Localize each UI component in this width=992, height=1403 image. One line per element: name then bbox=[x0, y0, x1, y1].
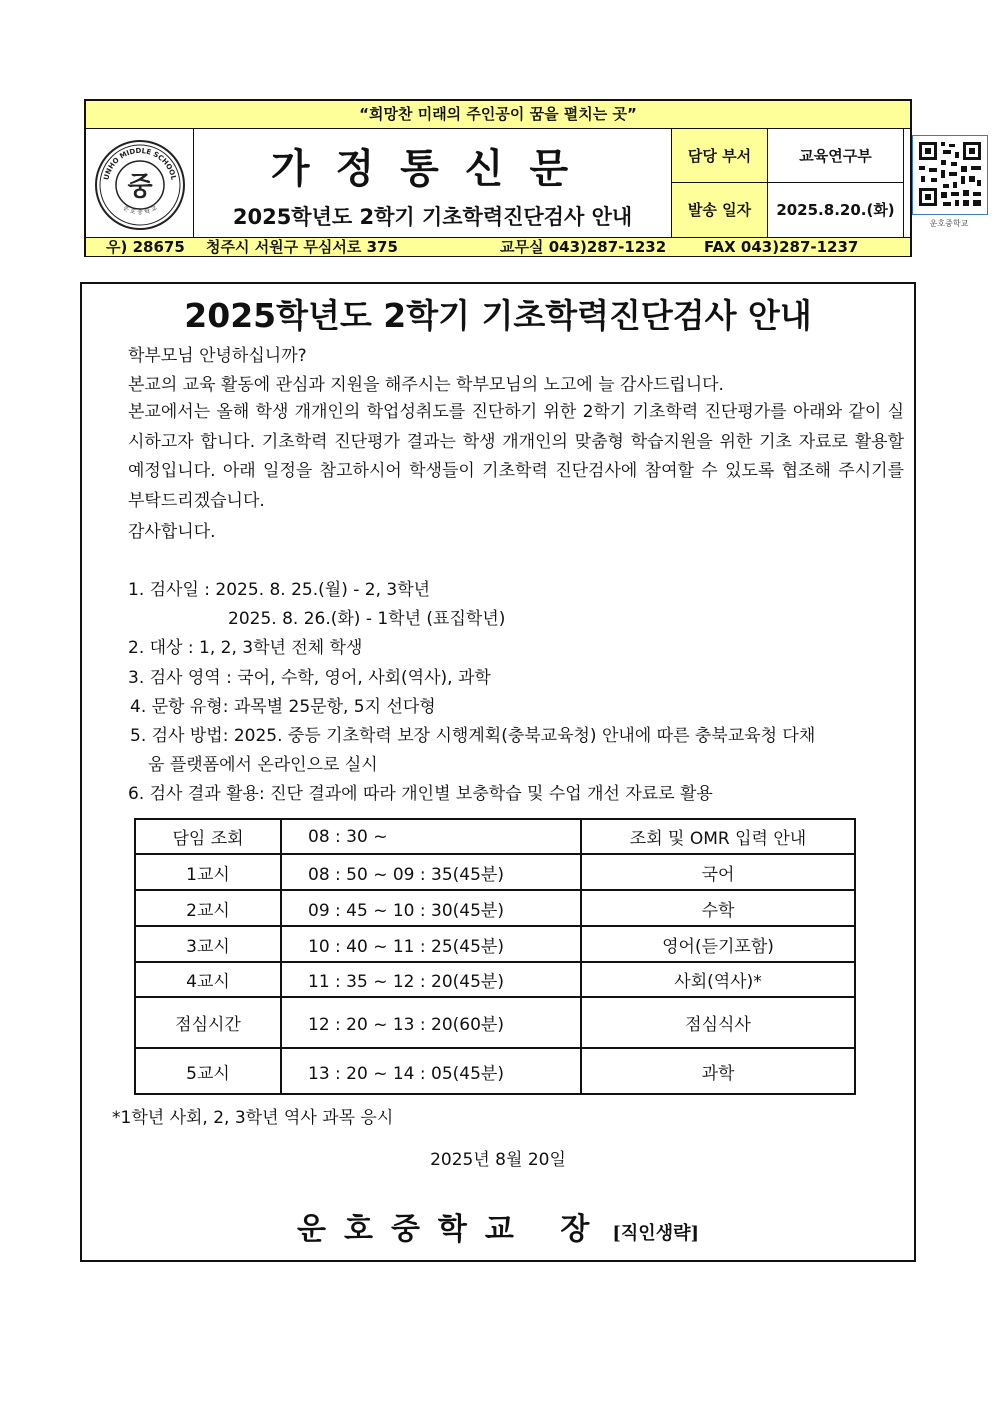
school-address: 청주시 서원구 무심서로 375 bbox=[206, 238, 398, 256]
table-row bbox=[135, 962, 855, 997]
item-test-method-cont: 움 플랫폼에서 온라인으로 실시 bbox=[148, 755, 378, 775]
logo-text-bottom: 운 호 중 학 교 bbox=[121, 204, 159, 217]
footnote: *1학년 사회, 2, 3학년 역사 과목 응시 bbox=[112, 1108, 394, 1128]
subject-cell: 국어 bbox=[581, 854, 855, 890]
subject-cell: 영어(듣기포함) bbox=[581, 926, 855, 962]
subject-cell: 과학 bbox=[581, 1048, 855, 1094]
purpose-paragraph: 본교에서는 올해 학생 개개인의 학업성취도를 진단하기 위한 2학기 기초학력 진단평가를 아래와 같이 실시하고자 합니다. 기초학력 진단평가 결과는 학생 개개인의 맞춤형 학습지원을 위한 기초 자료로 활용할 예정입니다. 아래 일정을 참고하시어 학생들이 기초학력 진단검사에 참여할 수 있도록 협조해 주시기를 부탁드리겠습니다. bbox=[128, 402, 904, 511]
signature-line bbox=[82, 1204, 914, 1248]
logo-cell bbox=[86, 129, 194, 237]
item-test-date: 1. 검사일 : 2025. 8. 25.(월) - 2, 3학년 bbox=[128, 580, 431, 600]
time-cell: 12 : 20 ~ 13 : 20(60분) bbox=[281, 997, 581, 1048]
logo-text-top: UNHO MIDDLE SCHOOL bbox=[102, 146, 178, 181]
item-test-date-2: 2025. 8. 26.(화) - 1학년 (표집학년) bbox=[228, 609, 506, 629]
time-cell: 11 : 35 ~ 12 : 20(45분) bbox=[281, 962, 581, 997]
time-cell: 08 : 50 ~ 09 : 35(45분) bbox=[281, 854, 581, 890]
table-row bbox=[135, 819, 855, 854]
notice-title: 2025학년도 2학기 기초학력진단검사 안내 bbox=[184, 296, 812, 335]
period-cell: 점심시간 bbox=[135, 997, 281, 1048]
item-result-use: 6. 검사 결과 활용: 진단 결과에 따라 개인별 보충학습 및 수업 개선 자료로 활용 bbox=[128, 784, 713, 804]
postal-code: 우) 28675 bbox=[106, 238, 185, 256]
newsletter-title: 가정통신문 bbox=[270, 145, 595, 192]
date-label: 발송 일자 bbox=[672, 183, 768, 237]
seal-omitted-note: [직인생략] bbox=[612, 1223, 699, 1244]
svg-text:운 호 중 학 교 bbox=[122, 204, 159, 216]
time-cell: 09 : 45 ~ 10 : 30(45분) bbox=[281, 890, 581, 926]
period-cell: 담임 조회 bbox=[135, 819, 281, 854]
table-row bbox=[135, 854, 855, 890]
intro-paragraph: 본교의 교육 활동에 관심과 지원을 해주시는 학부모님의 노고에 늘 감사드립니다. bbox=[128, 375, 724, 395]
department-label: 담당 부서 bbox=[672, 129, 768, 183]
period-cell: 3교시 bbox=[135, 926, 281, 962]
item-subjects: 3. 검사 영역 : 국어, 수학, 영어, 사회(역사), 과학 bbox=[128, 668, 491, 688]
item-question-type: 4. 문항 유형: 과목별 25문항, 5지 선다형 bbox=[130, 697, 436, 717]
newsletter-header bbox=[84, 99, 969, 257]
table-row bbox=[135, 926, 855, 962]
newsletter-subtitle: 2025학년도 2학기 기초학력진단검사 안내 bbox=[232, 205, 633, 229]
title-cell bbox=[194, 129, 672, 237]
period-cell: 4교시 bbox=[135, 962, 281, 997]
school-motto: “희망찬 미래의 주인공이 꿈을 펼치는 곳” bbox=[86, 101, 910, 129]
fax-number: FAX 043)287-1237 bbox=[704, 238, 859, 256]
schedule-table bbox=[134, 818, 856, 1095]
time-cell: 13 : 20 ~ 14 : 05(45분) bbox=[281, 1048, 581, 1094]
period-cell: 1교시 bbox=[135, 854, 281, 890]
item-test-method: 5. 검사 방법: 2025. 중등 기초학력 보장 시행계획(충북교육청) 안내에 따른 충북교육청 다채 bbox=[130, 726, 816, 746]
principal-name: 운호중학교 장 bbox=[296, 1212, 608, 1247]
contact-bar bbox=[86, 237, 910, 256]
qr-code[interactable] bbox=[912, 135, 988, 215]
subject-cell: 수학 bbox=[581, 890, 855, 926]
notice-body bbox=[80, 282, 916, 1262]
table-row bbox=[135, 890, 855, 926]
time-cell: 08 : 30 ~ bbox=[281, 819, 581, 854]
school-logo bbox=[86, 129, 194, 237]
table-row bbox=[135, 1048, 855, 1094]
period-cell: 5교시 bbox=[135, 1048, 281, 1094]
subject-cell: 조회 및 OMR 입력 안내 bbox=[581, 819, 855, 854]
issue-date: 2025년 8월 20일 bbox=[430, 1150, 566, 1170]
department-value: 교육연구부 bbox=[768, 129, 904, 183]
qr-cell bbox=[904, 129, 992, 237]
office-phone: 교무실 043)287-1232 bbox=[500, 238, 667, 256]
qr-caption: 운호중학교 bbox=[929, 219, 969, 228]
period-cell: 2교시 bbox=[135, 890, 281, 926]
table-row bbox=[135, 997, 855, 1048]
thanks-text: 감사합니다. bbox=[128, 522, 216, 542]
subject-cell: 점심식사 bbox=[581, 997, 855, 1048]
greeting: 학부모님 안녕하십니까? bbox=[128, 346, 307, 366]
time-cell: 10 : 40 ~ 11 : 25(45분) bbox=[281, 926, 581, 962]
subject-cell: 사회(역사)* bbox=[581, 962, 855, 997]
item-target: 2. 대상 : 1, 2, 3학년 전체 학생 bbox=[128, 638, 363, 658]
logo-emblem: 중 bbox=[127, 172, 153, 202]
date-value: 2025.8.20.(화) bbox=[768, 183, 904, 237]
qr-code-icon bbox=[913, 136, 987, 214]
